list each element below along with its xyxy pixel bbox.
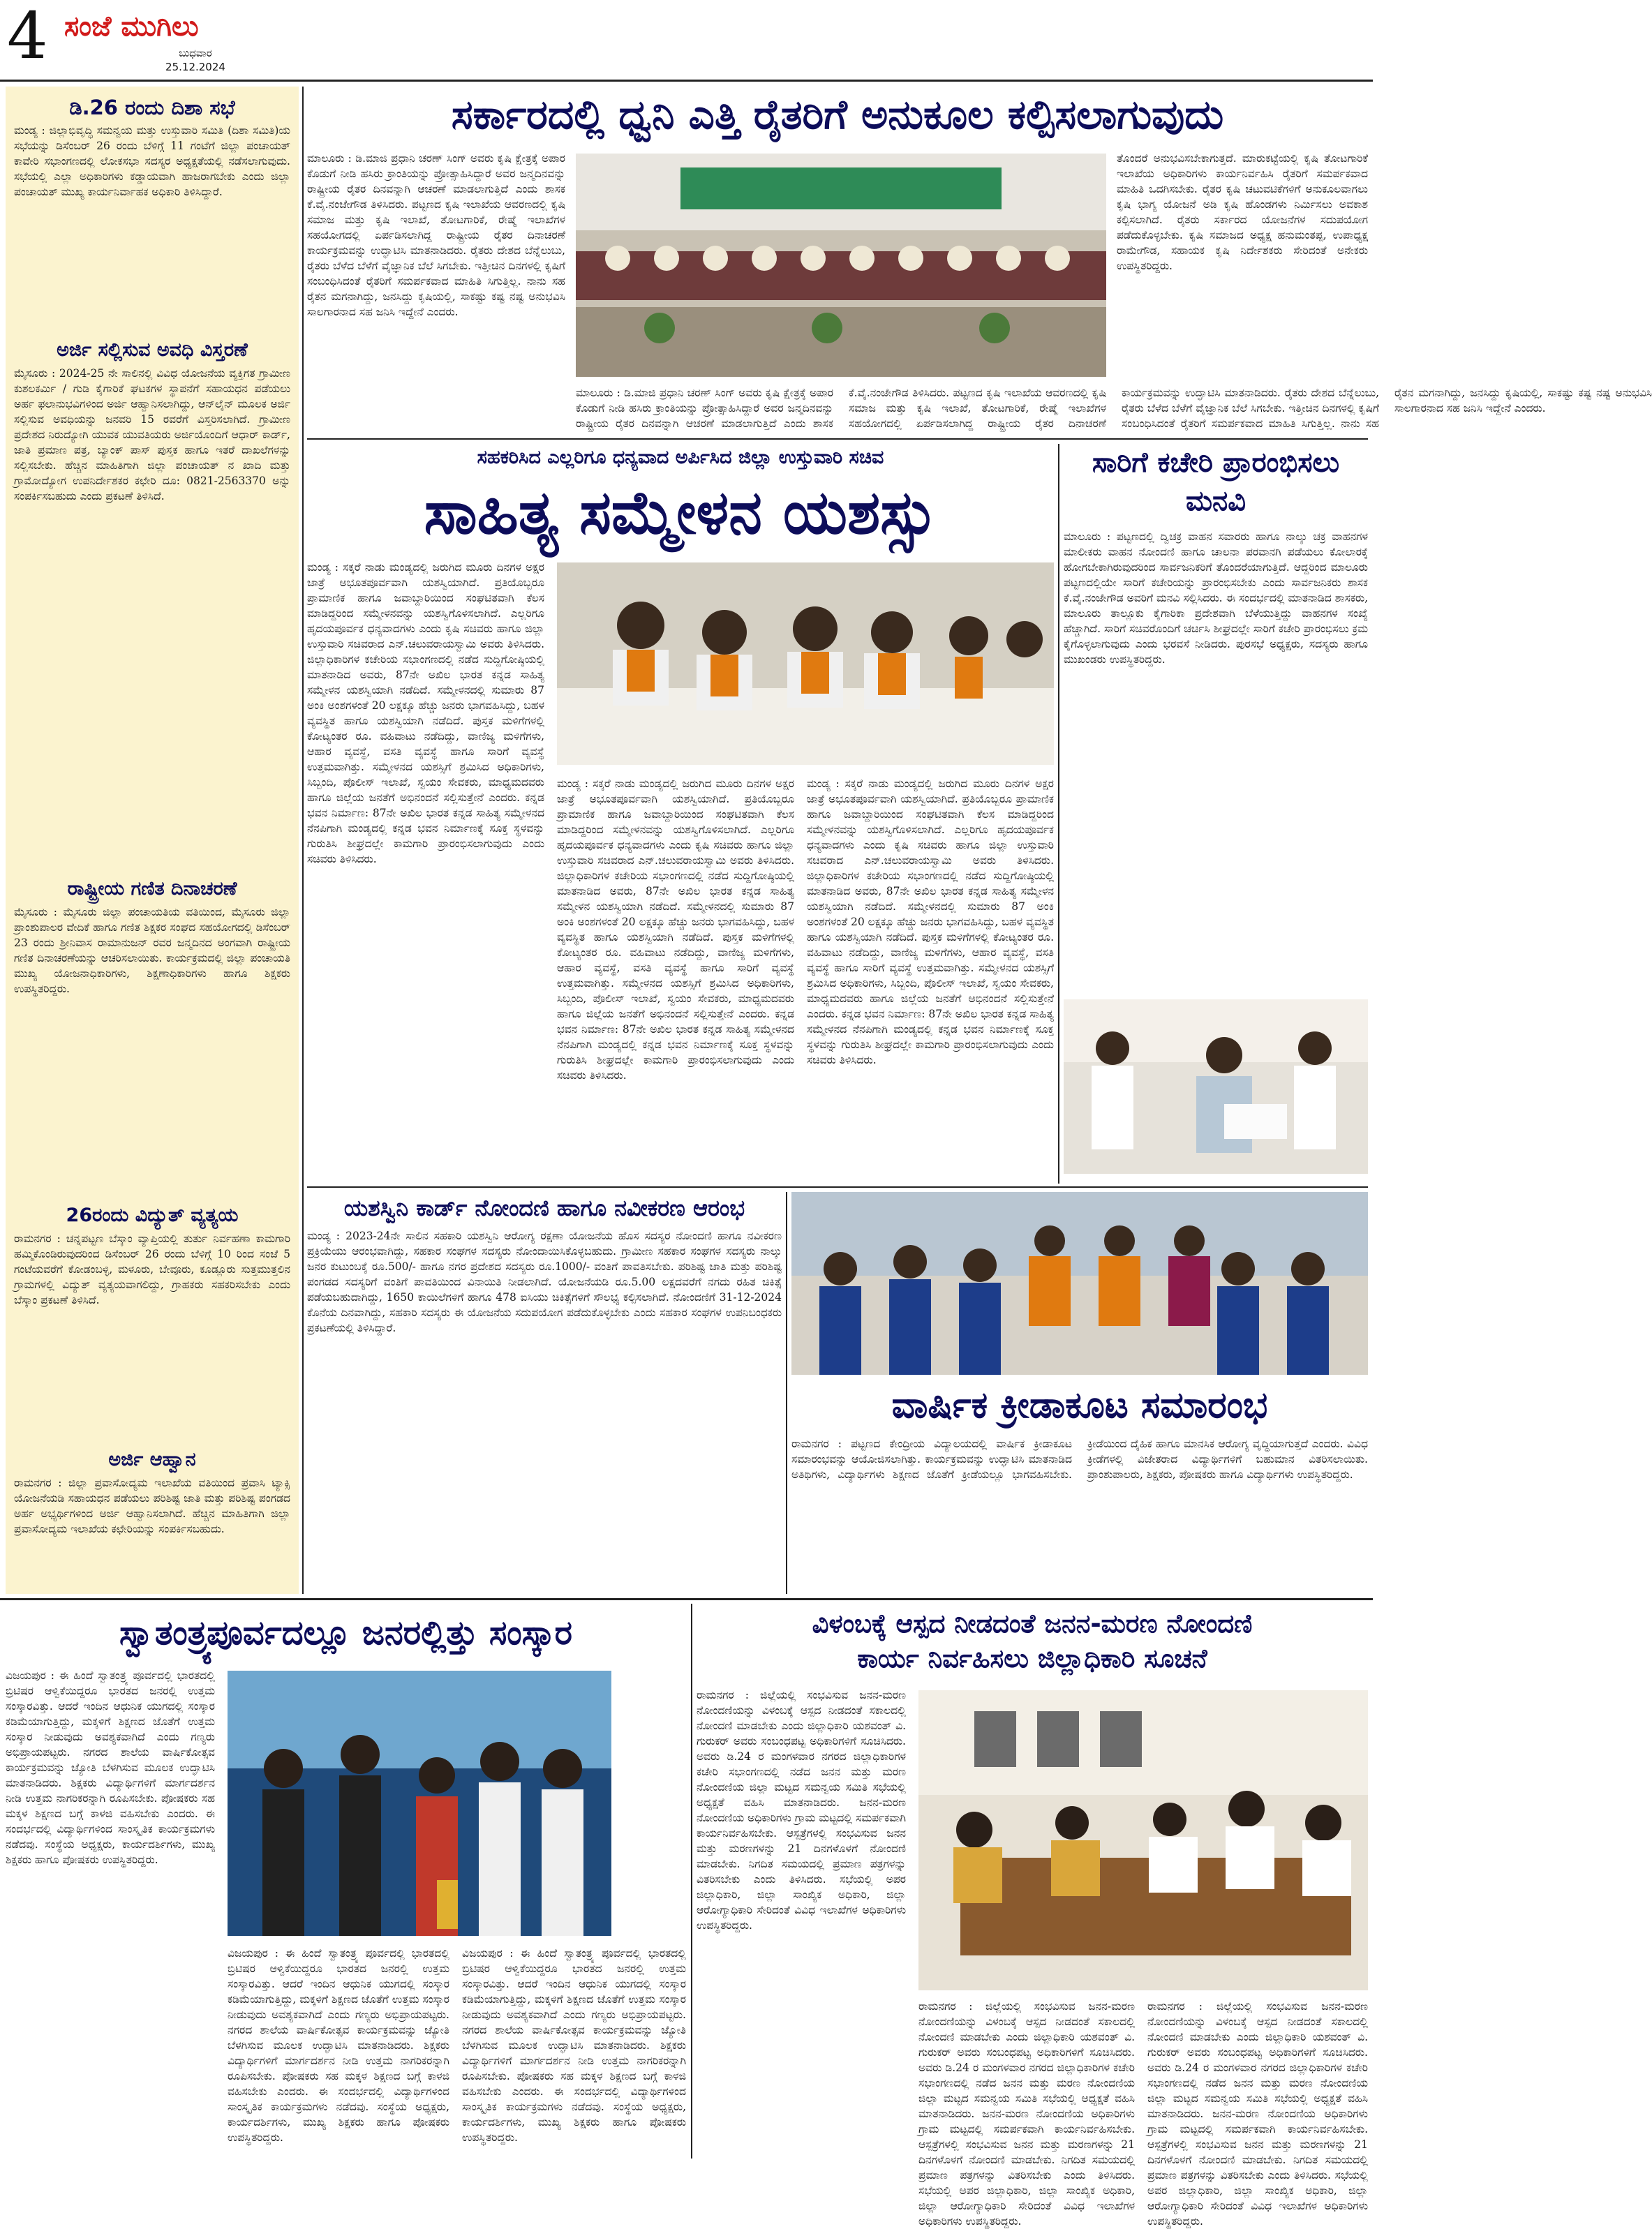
- sahitya-press-photo-graphic: [557, 562, 1054, 765]
- article-sanskara-text-col3: ವಿಜಯಪುರ : ಈ ಹಿಂದೆ ಸ್ವಾತಂತ್ರ್ಯ ಪೂರ್ವದಲ್ಲಿ ಭಾರತದಲ್ಲಿ ಬ್ರಿಟಿಷರ ಆಳ್ವಿಕೆಯಿದ್ದರೂ ಭಾರತದ ಜನರಲ್ಲಿ ಉತ್ತಮ ಸಂಸ್ಕಾರವಿತ್ತು. ಆದರೆ ಇಂದಿನ ಆಧುನಿಕ ಯುಗದಲ್ಲಿ ಸಂಸ್ಕಾರ ಕಡಿಮೆಯಾಗುತ್ತಿದ್ದು, ಮಕ್ಕಳಿಗೆ ಶಿಕ್ಷಣದ ಜೊತೆಗೆ ಉತ್ತಮ ಸಂಸ್ಕಾರ ನೀಡುವುದು ಅವಶ್ಯಕವಾಗಿದೆ ಎಂದು ಗಣ್ಯರು ಅಭಿಪ್ರಾಯಪಟ್ಟರು. ನಗರದ ಶಾಲೆಯ ವಾರ್ಷಿಕೋತ್ಸವ ಕಾರ್ಯಕ್ರಮವನ್ನು ಜ್ಯೋತಿ ಬೆಳಗಿಸುವ ಮೂಲಕ ಉದ್ಘಾಟಿಸಿ ಮಾತನಾಡಿದರು. ಶಿಕ್ಷಕರು ವಿದ್ಯಾರ್ಥಿಗಳಿಗೆ ಮಾರ್ಗದರ್ಶನ ನೀಡಿ ಉತ್ತಮ ನಾಗರಿಕರನ್ನಾಗಿ ರೂಪಿಸಬೇಕು. ಪೋಷಕರು ಸಹ ಮಕ್ಕಳ ಶಿಕ್ಷಣದ ಬಗ್ಗೆ ಕಾಳಜಿ ವಹಿಸಬೇಕು ಎಂದರು. ಈ ಸಂದರ್ಭದಲ್ಲಿ ವಿದ್ಯಾರ್ಥಿಗಳಿಂದ ಸಾಂಸ್ಕೃತಿಕ ಕಾರ್ಯಕ್ರಮಗಳು ನಡೆದವು. ಸಂಸ್ಥೆಯ ಅಧ್ಯಕ್ಷರು, ಕಾರ್ಯದರ್ಶಿಗಳು, ಮುಖ್ಯ ಶಿಕ್ಷಕರು ಹಾಗೂ ಪೋಷಕರು ಉಪಸ್ಥಿತರಿದ್ದರು.: [462, 1947, 686, 2144]
- article-sahitya-text-col1: ಮಂಡ್ಯ : ಸಕ್ಕರೆ ನಾಡು ಮಂಡ್ಯದಲ್ಲಿ ಜರುಗಿದ ಮೂರು ದಿನಗಳ ಅಕ್ಷರ ಜಾತ್ರೆ ಅಭೂತಪೂರ್ವವಾಗಿ ಯಶಸ್ವಿಯಾಗಿದೆ. ಪ್ರತಿಯೊಬ್ಬರೂ ಪ್ರಾಮಾಣಿಕ ಹಾಗೂ ಜವಾಬ್ದಾರಿಯಿಂದ ಸಂಘಟಿತವಾಗಿ ಕೆಲಸ ಮಾಡಿದ್ದರಿಂದ ಸಮ್ಮೇಳನವನ್ನು ಯಶಸ್ವಿಗೊಳಿಸಲಾಗಿದೆ. ಎಲ್ಲರಿಗೂ ಹೃದಯಪೂರ್ವಕ ಧನ್ಯವಾದಗಳು ಎಂದು ಕೃಷಿ ಸಚಿವರು ಹಾಗೂ ಜಿಲ್ಲಾ ಉಸ್ತುವಾರಿ ಸಚಿವರಾದ ಎನ್.ಚಲುವರಾಯಸ್ವಾಮಿ ಅವರು ತಿಳಿಸಿದರು. ಜಿಲ್ಲಾಧಿಕಾರಿಗಳ ಕಚೇರಿಯ ಸಭಾಂಗಣದಲ್ಲಿ ನಡೆದ ಸುದ್ದಿಗೋಷ್ಠಿಯಲ್ಲಿ ಮಾತನಾಡಿದ ಅವರು, 87ನೇ ಅಖಿಲ ಭಾರತ ಕನ್ನಡ ಸಾಹಿತ್ಯ ಸಮ್ಮೇಳನ ಯಶಸ್ವಿಯಾಗಿ ನಡೆದಿದೆ. ಸಮ್ಮೇಳನದಲ್ಲಿ ಸುಮಾರು 87 ಅಂಕಿ ಅಂಶಗಳಂತೆ 20 ಲಕ್ಷಕ್ಕೂ ಹೆಚ್ಚು ಜನರು ಭಾಗವಹಿಸಿದ್ದು, ಬಹಳ ವ್ಯವಸ್ಥಿತ ಹಾಗೂ ಯಶಸ್ವಿಯಾಗಿ ನಡೆದಿದೆ. ಪುಸ್ತಕ ಮಳಿಗೆಗಳಲ್ಲಿ ಕೋಟ್ಯಂತರ ರೂ. ವಹಿವಾಟು ನಡೆದಿದ್ದು, ವಾಣಿಜ್ಯ ಮಳಿಗೆಗಳು, ಆಹಾರ ವ್ಯವಸ್ಥೆ, ವಸತಿ ವ್ಯವಸ್ಥೆ ಹಾಗೂ ಸಾರಿಗೆ ವ್ಯವಸ್ಥೆ ಉತ್ತಮವಾಗಿತ್ತು. ಸಮ್ಮೇಳನದ ಯಶಸ್ಸಿಗೆ ಶ್ರಮಿಸಿದ ಅಧಿಕಾರಿಗಳು, ಸಿಬ್ಬಂದಿ, ಪೊಲೀಸ್ ಇಲಾಖೆ, ಸ್ವಯಂ ಸೇವಕರು, ಮಾಧ್ಯಮದವರು ಹಾಗೂ ಜಿಲ್ಲೆಯ ಜನತೆಗೆ ಅಭಿನಂದನೆ ಸಲ್ಲಿಸುತ್ತೇನೆ ಎಂದರು. ಕನ್ನಡ ಭವನ ನಿರ್ಮಾಣ: 87ನೇ ಅಖಿಲ ಭಾರತ ಕನ್ನಡ ಸಾಹಿತ್ಯ ಸಮ್ಮೇಳನದ ನೆನಪಿಗಾಗಿ ಮಂಡ್ಯದಲ್ಲಿ ಕನ್ನಡ ಭವನ ನಿರ್ಮಾಣಕ್ಕೆ ಸೂಕ್ತ ಸ್ಥಳವನ್ನು ಗುರುತಿಸಿ ಶೀಘ್ರದಲ್ಲೇ ಕಾಮಗಾರಿ ಪ್ರಾರಂಭಿಸಲಾಗುವುದು ಎಂದು ಸಚಿವರು ತಿಳಿಸಿದರು.: [307, 561, 544, 865]
- article-sanskara-headline: ಸ್ವಾತಂತ್ರ್ಯಪೂರ್ವದಲ್ಲೂ ಜನರಲ್ಲಿತ್ತು ಸಂಸ್ಕಾರ: [119, 1613, 573, 1653]
- article-sports-text: ರಾಮನಗರ : ಪಟ್ಟಣದ ಕೇಂದ್ರೀಯ ವಿದ್ಯಾಲಯದಲ್ಲಿ ವಾರ್ಷಿಕ ಕ್ರೀಡಾಕೂಟ ಸಮಾರಂಭವನ್ನು ಆಯೋಜಿಸಲಾಗಿತ್ತು. ಕಾರ್ಯಕ್ರಮವನ್ನು ಉದ್ಘಾಟಿಸಿ ಮಾತನಾಡಿದ ಅತಿಥಿಗಳು, ವಿದ್ಯಾರ್ಥಿಗಳು ಶಿಕ್ಷಣದ ಜೊತೆಗೆ ಕ್ರೀಡೆಯಲ್ಲೂ ಭಾಗವಹಿಸಬೇಕು. ಕ್ರೀಡೆಯಿಂದ ದೈಹಿಕ ಹಾಗೂ ಮಾನಸಿಕ ಆರೋಗ್ಯ ವೃದ್ಧಿಯಾಗುತ್ತದೆ ಎಂದರು. ವಿವಿಧ ಕ್ರೀಡೆಗಳಲ್ಲಿ ವಿಜೇತರಾದ ವಿದ್ಯಾರ್ಥಿಗಳಿಗೆ ಬಹುಮಾನ ವಿತರಿಸಲಾಯಿತು. ಪ್ರಾಂಶುಪಾಲರು, ಶಿಕ್ಷಕರು, ಪೋಷಕರು ಹಾಗೂ ವಿದ್ಯಾರ್ಥಿಗಳು ಉಪಸ್ಥಿತರಿದ್ದರು.: [791, 1438, 1368, 1481]
- article-sahitya: [307, 444, 1054, 1184]
- article-sahitya-text-col2: ಮಂಡ್ಯ : ಸಕ್ಕರೆ ನಾಡು ಮಂಡ್ಯದಲ್ಲಿ ಜರುಗಿದ ಮೂರು ದಿನಗಳ ಅಕ್ಷರ ಜಾತ್ರೆ ಅಭೂತಪೂರ್ವವಾಗಿ ಯಶಸ್ವಿಯಾಗಿದೆ. ಪ್ರತಿಯೊಬ್ಬರೂ ಪ್ರಾಮಾಣಿಕ ಹಾಗೂ ಜವಾಬ್ದಾರಿಯಿಂದ ಸಂಘಟಿತವಾಗಿ ಕೆಲಸ ಮಾಡಿದ್ದರಿಂದ ಸಮ್ಮೇಳನವನ್ನು ಯಶಸ್ವಿಗೊಳಿಸಲಾಗಿದೆ. ಎಲ್ಲರಿಗೂ ಹೃದಯಪೂರ್ವಕ ಧನ್ಯವಾದಗಳು ಎಂದು ಕೃಷಿ ಸಚಿವರು ಹಾಗೂ ಜಿಲ್ಲಾ ಉಸ್ತುವಾರಿ ಸಚಿವರಾದ ಎನ್.ಚಲುವರಾಯಸ್ವಾಮಿ ಅವರು ತಿಳಿಸಿದರು. ಜಿಲ್ಲಾಧಿಕಾರಿಗಳ ಕಚೇರಿಯ ಸಭಾಂಗಣದಲ್ಲಿ ನಡೆದ ಸುದ್ದಿಗೋಷ್ಠಿಯಲ್ಲಿ ಮಾತನಾಡಿದ ಅವರು, 87ನೇ ಅಖಿಲ ಭಾರತ ಕನ್ನಡ ಸಾಹಿತ್ಯ ಸಮ್ಮೇಳನ ಯಶಸ್ವಿಯಾಗಿ ನಡೆದಿದೆ. ಸಮ್ಮೇಳನದಲ್ಲಿ ಸುಮಾರು 87 ಅಂಕಿ ಅಂಶಗಳಂತೆ 20 ಲಕ್ಷಕ್ಕೂ ಹೆಚ್ಚು ಜನರು ಭಾಗವಹಿಸಿದ್ದು, ಬಹಳ ವ್ಯವಸ್ಥಿತ ಹಾಗೂ ಯಶಸ್ವಿಯಾಗಿ ನಡೆದಿದೆ. ಪುಸ್ತಕ ಮಳಿಗೆಗಳಲ್ಲಿ ಕೋಟ್ಯಂತರ ರೂ. ವಹಿವಾಟು ನಡೆದಿದ್ದು, ವಾಣಿಜ್ಯ ಮಳಿಗೆಗಳು, ಆಹಾರ ವ್ಯವಸ್ಥೆ, ವಸತಿ ವ್ಯವಸ್ಥೆ ಹಾಗೂ ಸಾರಿಗೆ ವ್ಯವಸ್ಥೆ ಉತ್ತಮವಾಗಿತ್ತು. ಸಮ್ಮೇಳನದ ಯಶಸ್ಸಿಗೆ ಶ್ರಮಿಸಿದ ಅಧಿಕಾರಿಗಳು, ಸಿಬ್ಬಂದಿ, ಪೊಲೀಸ್ ಇಲಾಖೆ, ಸ್ವಯಂ ಸೇವಕರು, ಮಾಧ್ಯಮದವರು ಹಾಗೂ ಜಿಲ್ಲೆಯ ಜನತೆಗೆ ಅಭಿನಂದನೆ ಸಲ್ಲಿಸುತ್ತೇನೆ ಎಂದರು. ಕನ್ನಡ ಭವನ ನಿರ್ಮಾಣ: 87ನೇ ಅಖಿಲ ಭಾರತ ಕನ್ನಡ ಸಾಹಿತ್ಯ ಸಮ್ಮೇಳನದ ನೆನಪಿಗಾಗಿ ಮಂಡ್ಯದಲ್ಲಿ ಕನ್ನಡ ಭವನ ನಿರ್ಮಾಣಕ್ಕೆ ಸೂಕ್ತ ಸ್ಥಳವನ್ನು ಗುರುತಿಸಿ ಶೀಘ್ರದಲ್ಲೇ ಕಾಮಗಾರಿ ಪ್ರಾರಂಭಿಸಲಾಗುವುದು ಎಂದು ಸಚಿವರು ತಿಳಿಸಿದರು.: [557, 777, 794, 1082]
- article-birth-death-headline-1: ವಿಳಂಬಕ್ಕೆ ಆಸ್ಪದ ನೀಡದಂತೆ ಜನನ-ಮರಣ ನೋಂದಣಿ: [812, 1609, 1253, 1639]
- article-yashasvini-divider: [786, 1192, 787, 1594]
- article-sahitya-rule: [307, 1186, 1368, 1188]
- sanskara-event-photo-graphic: [228, 1671, 611, 1936]
- article-birth-death-text-col1: ರಾಮನಗರ : ಜಿಲ್ಲೆಯಲ್ಲಿ ಸಂಭವಿಸುವ ಜನನ-ಮರಣ ನೋಂದಣಿಯನ್ನು ವಿಳಂಬಕ್ಕೆ ಆಸ್ಪದ ನೀಡದಂತೆ ಸಕಾಲದಲ್ಲಿ ನೋಂದಣಿ ಮಾಡಬೇಕು ಎಂದು ಜಿಲ್ಲಾಧಿಕಾರಿ ಯಶವಂತ್ ವಿ. ಗುರುಕರ್ ಅವರು ಸಂಬಂಧಪಟ್ಟ ಅಧಿಕಾರಿಗಳಿಗೆ ಸೂಚಿಸಿದರು. ಅವರು ಡಿ.24 ರ ಮಂಗಳವಾರ ನಗರದ ಜಿಲ್ಲಾಧಿಕಾರಿಗಳ ಕಚೇರಿ ಸಭಾಂಗಣದಲ್ಲಿ ನಡೆದ ಜನನ ಮತ್ತು ಮರಣ ನೋಂದಣಿಯ ಜಿಲ್ಲಾ ಮಟ್ಟದ ಸಮನ್ವಯ ಸಮಿತಿ ಸಭೆಯಲ್ಲಿ ಅಧ್ಯಕ್ಷತೆ ವಹಿಸಿ ಮಾತನಾಡಿದರು. ಜನನ-ಮರಣ ನೋಂದಣಿಯ ಅಧಿಕಾರಿಗಳು ಗ್ರಾಮ ಮಟ್ಟದಲ್ಲಿ ಸಮರ್ಪಕವಾಗಿ ಕಾರ್ಯನಿರ್ವಹಿಸಬೇಕು. ಆಸ್ಪತ್ರೆಗಳಲ್ಲಿ ಸಂಭವಿಸುವ ಜನನ ಮತ್ತು ಮರಣಗಳನ್ನು 21 ದಿನಗಳೊಳಗೆ ನೋಂದಣಿ ಮಾಡಬೇಕು. ನಿಗದಿತ ಸಮಯದಲ್ಲಿ ಪ್ರಮಾಣ ಪತ್ರಗಳನ್ನು ವಿತರಿಸಬೇಕು ಎಂದು ತಿಳಿಸಿದರು. ಸಭೆಯಲ್ಲಿ ಅಪರ ಜಿಲ್ಲಾಧಿಕಾರಿ, ಜಿಲ್ಲಾ ಸಾಂಖ್ಯಿಕ ಅಧಿಕಾರಿ, ಜಿಲ್ಲಾ ಆರೋಗ್ಯಾಧಿಕಾರಿ ಸೇರಿದಂತೆ ವಿವಿಧ ಇಲಾಖೆಗಳ ಅಧಿಕಾರಿಗಳು ಉಪಸ್ಥಿತರಿದ್ದರು.: [697, 1689, 906, 1932]
- article-sahitya-kicker: ಸಹಕರಿಸಿದ ಎಲ್ಲರಿಗೂ ಧನ್ಯವಾದ ಅರ್ಪಿಸಿದ ಜಿಲ್ಲಾ ಉಸ್ತುವಾರಿ ಸಚಿವ: [477, 447, 884, 468]
- article-farmers-rule: [307, 438, 1368, 440]
- left-text-3: ಮೈಸೂರು : ಮೈಸೂರು ಜಿಲ್ಲಾ ಪಂಚಾಯತಿಯ ವತಿಯಿಂದ, ಮೈಸೂರು ಜಿಲ್ಲಾ ಪ್ರಾಂಶುಪಾಲರ ವೇದಿಕೆ ಹಾಗೂ ಗಣಿತ ಶಿಕ್ಷಕರ ಸಂಘದ ಸಹಯೋಗದಲ್ಲಿ ಡಿಸೆಂಬರ್ 23 ರಂದು ಶ್ರೀನಿವಾಸ ರಾಮಾನುಜನ್ ರವರ ಜನ್ಮದಿನದ ಅಂಗವಾಗಿ ರಾಷ್ಟ್ರೀಯ ಗಣಿತ ದಿನಾಚರಣೆಯನ್ನು ಆಚರಿಸಲಾಯಿತು. ಕಾರ್ಯಕ್ರಮದಲ್ಲಿ ಜಿಲ್ಲಾ ಪಂಚಾಯತಿ ಮುಖ್ಯ ಯೋಜನಾಧಿಕಾರಿಗಳು, ಶಿಕ್ಷಣಾಧಿಕಾರಿಗಳು ಹಾಗೂ ಶಿಕ್ಷಕರು ಉಪಸ್ಥಿತರಿದ್ದರು.: [14, 906, 290, 995]
- sports-day-photo: [791, 1192, 1368, 1375]
- masthead-date: 25.12.2024: [165, 61, 225, 73]
- masthead-rule: [0, 80, 1373, 82]
- article-farmers: [307, 87, 1652, 435]
- article-sports-headline: ವಾರ್ಷಿಕ ಕ್ರೀಡಾಕೂಟ ಸಮಾರಂಭ: [891, 1385, 1268, 1426]
- article-transport: [1064, 444, 1368, 1184]
- article-sanskara-text-col2: ವಿಜಯಪುರ : ಈ ಹಿಂದೆ ಸ್ವಾತಂತ್ರ್ಯ ಪೂರ್ವದಲ್ಲಿ ಭಾರತದಲ್ಲಿ ಬ್ರಿಟಿಷರ ಆಳ್ವಿಕೆಯಿದ್ದರೂ ಭಾರತದ ಜನರಲ್ಲಿ ಉತ್ತಮ ಸಂಸ್ಕಾರವಿತ್ತು. ಆದರೆ ಇಂದಿನ ಆಧುನಿಕ ಯುಗದಲ್ಲಿ ಸಂಸ್ಕಾರ ಕಡಿಮೆಯಾಗುತ್ತಿದ್ದು, ಮಕ್ಕಳಿಗೆ ಶಿಕ್ಷಣದ ಜೊತೆಗೆ ಉತ್ತಮ ಸಂಸ್ಕಾರ ನೀಡುವುದು ಅವಶ್ಯಕವಾಗಿದೆ ಎಂದು ಗಣ್ಯರು ಅಭಿಪ್ರಾಯಪಟ್ಟರು. ನಗರದ ಶಾಲೆಯ ವಾರ್ಷಿಕೋತ್ಸವ ಕಾರ್ಯಕ್ರಮವನ್ನು ಜ್ಯೋತಿ ಬೆಳಗಿಸುವ ಮೂಲಕ ಉದ್ಘಾಟಿಸಿ ಮಾತನಾಡಿದರು. ಶಿಕ್ಷಕರು ವಿದ್ಯಾರ್ಥಿಗಳಿಗೆ ಮಾರ್ಗದರ್ಶನ ನೀಡಿ ಉತ್ತಮ ನಾಗರಿಕರನ್ನಾಗಿ ರೂಪಿಸಬೇಕು. ಪೋಷಕರು ಸಹ ಮಕ್ಕಳ ಶಿಕ್ಷಣದ ಬಗ್ಗೆ ಕಾಳಜಿ ವಹಿಸಬೇಕು ಎಂದರು. ಈ ಸಂದರ್ಭದಲ್ಲಿ ವಿದ್ಯಾರ್ಥಿಗಳಿಂದ ಸಾಂಸ್ಕೃತಿಕ ಕಾರ್ಯಕ್ರಮಗಳು ನಡೆದವು. ಸಂಸ್ಥೆಯ ಅಧ್ಯಕ್ಷರು, ಕಾರ್ಯದರ್ಶಿಗಳು, ಮುಖ್ಯ ಶಿಕ್ಷಕರು ಹಾಗೂ ಪೋಷಕರು ಉಪಸ್ಥಿತರಿದ್ದರು.: [228, 1947, 449, 2144]
- left-headline-3: ರಾಷ್ಟ್ರೀಯ ಗಣಿತ ದಿನಾಚರಣೆ: [67, 878, 237, 900]
- transport-petition-photo-graphic: [1064, 999, 1368, 1174]
- left-column: [6, 87, 299, 1594]
- left-column-divider: [302, 87, 304, 1594]
- masthead: [0, 0, 1373, 78]
- left-text-5: ರಾಮನಗರ : ಜಿಲ್ಲಾ ಪ್ರವಾಸೋದ್ಯಮ ಇಲಾಖೆಯ ವತಿಯಿಂದ ಪ್ರವಾಸಿ ಟ್ಯಾಕ್ಸಿ ಯೋಜನೆಯಡಿ ಸಹಾಯಧನ ಪಡೆಯಲು ಪರಿಶಿಷ್ಟ ಜಾತಿ ಮತ್ತು ಪರಿಶಿಷ್ಟ ಪಂಗಡದ ಅರ್ಹ ಅಭ್ಯರ್ಥಿಗಳಿಂದ ಅರ್ಜಿ ಆಹ್ವಾನಿಸಲಾಗಿದೆ. ಹೆಚ್ಚಿನ ಮಾಹಿತಿಗಾಗಿ ಜಿಲ್ಲಾ ಪ್ರವಾಸೋದ್ಯಮ ಇಲಾಖೆಯ ಕಛೇರಿಯನ್ನು ಸಂಪರ್ಕಿಸಬಹುದು.: [14, 1477, 290, 1535]
- article-farmers-headline: ಸರ್ಕಾರದಲ್ಲಿ ಧ್ವನಿ ಎತ್ತಿ ರೈತರಿಗೆ ಅನುಕೂಲ ಕಲ್ಪಿಸಲಾಗುವುದು: [451, 91, 1224, 138]
- left-headline-4: 26ರಂದು ವಿದ್ಯುತ್ ವ್ಯತ್ಯಯ: [66, 1205, 239, 1226]
- article-yashasvini-text: ಮಂಡ್ಯ : 2023-24ನೇ ಸಾಲಿನ ಸಹಕಾರಿ ಯಶಸ್ವಿನಿ ಆರೋಗ್ಯ ರಕ್ಷಣಾ ಯೋಜನೆಯ ಹೊಸ ಸದಸ್ಯರ ನೋಂದಣಿ ಹಾಗೂ ನವೀಕರಣ ಪ್ರಕ್ರಿಯೆಯು ಆರಂಭವಾಗಿದ್ದು, ಸಹಕಾರ ಸಂಘಗಳ ಸದಸ್ಯರು ನೋಂದಾಯಿಸಿಕೊಳ್ಳಬಹುದು. ಗ್ರಾಮೀಣ ಸಹಕಾರ ಸಂಘಗಳ ಸದಸ್ಯರು ನಾಲ್ಕು ಜನರ ಕುಟುಂಬಕ್ಕೆ ರೂ.500/- ಹಾಗೂ ನಗರ ಪ್ರದೇಶದ ಸದಸ್ಯರು ರೂ.1000/- ವಂತಿಗೆ ಪಾವತಿಸಬೇಕು. ಪರಿಶಿಷ್ಟ ಜಾತಿ ಮತ್ತು ಪರಿಶಿಷ್ಟ ಪಂಗಡದ ಸದಸ್ಯರಿಗೆ ವಂತಿಗೆ ಪಾವತಿಯಿಂದ ವಿನಾಯಿತಿ ನೀಡಲಾಗಿದೆ. ಯೋಜನೆಯಡಿ ರೂ.5.00 ಲಕ್ಷದವರೆಗೆ ನಗದು ರಹಿತ ಚಿಕಿತ್ಸೆ ಪಡೆಯಬಹುದಾಗಿದ್ದು, 1650 ಕಾಯಿಲೆಗಳಿಗೆ ಹಾಗೂ 478 ಐಸಿಯು ಚಿಕಿತ್ಸೆಗಳಿಗೆ ಸೌಲಭ್ಯ ಕಲ್ಪಿಸಲಾಗಿದೆ. ನೋಂದಣಿಗೆ 31-12-2024 ಕೊನೆಯ ದಿನವಾಗಿದ್ದು, ಸಹಕಾರಿ ಸದಸ್ಯರು ಈ ಯೋಜನೆಯ ಸದುಪಯೋಗ ಪಡೆದುಕೊಳ್ಳಬೇಕು ಎಂದು ಸಹಕಾರ ಸಂಘಗಳ ಉಪನಿಬಂಧಕರು ಪ್ರಕಟಣೆಯಲ್ಲಿ ತಿಳಿಸಿದ್ದಾರೆ.: [307, 1230, 782, 1334]
- sports-day-photo-graphic: [791, 1192, 1368, 1375]
- left-headline-2: ಅರ್ಜಿ ಸಲ್ಲಿಸುವ ಅವಧಿ ವಿಸ್ತರಣೆ: [57, 339, 248, 361]
- article-farmers-text-bottom: ಮಾಲೂರು : ಡಿ.ಮಾಜಿ ಪ್ರಧಾನಿ ಚರಣ್ ಸಿಂಗ್ ಅವರು ಕೃಷಿ ಕ್ಷೇತ್ರಕ್ಕೆ ಅಪಾರ ಕೊಡುಗೆ ನೀಡಿ ಹಸಿರು ಕ್ರಾಂತಿಯನ್ನು ಪ್ರೋತ್ಸಾಹಿಸಿದ್ದಾರೆ ಅವರ ಜನ್ಮದಿನವನ್ನು ರಾಷ್ಟ್ರೀಯ ರೈತರ ದಿನವನ್ನಾಗಿ ಆಚರಣೆ ಮಾಡಲಾಗುತ್ತಿದೆ ಎಂದು ಶಾಸಕ ಕೆ.ವೈ.ನಂಜೇಗೌಡ ತಿಳಿಸಿದರು. ಪಟ್ಟಣದ ಕೃಷಿ ಇಲಾಖೆಯ ಆವರಣದಲ್ಲಿ ಕೃಷಿ ಸಮಾಜ ಮತ್ತು ಕೃಷಿ ಇಲಾಖೆ, ತೋಟಗಾರಿಕೆ, ರೇಷ್ಮೆ ಇಲಾಖೆಗಳ ಸಹಯೋಗದಲ್ಲಿ ಏರ್ಪಡಿಸಲಾಗಿದ್ದ ರಾಷ್ಟ್ರೀಯ ರೈತರ ದಿನಾಚರಣೆ ಕಾರ್ಯಕ್ರಮವನ್ನು ಉದ್ಘಾಟಿಸಿ ಮಾತನಾಡಿದರು. ರೈತರು ದೇಶದ ಬೆನ್ನೆಲುಬು, ರೈತರು ಬೆಳೆದ ಬೆಳೆಗೆ ವೈಜ್ಞಾನಿಕ ಬೆಲೆ ಸಿಗಬೇಕು. ಇತ್ತೀಚಿನ ದಿನಗಳಲ್ಲಿ ಕೃಷಿಗೆ ಸಂಬಂಧಿಸಿದಂತೆ ರೈತರಿಗೆ ಸಮರ್ಪಕವಾದ ಮಾಹಿತಿ ಸಿಗುತ್ತಿಲ್ಲ. ನಾನು ಸಹ ರೈತನ ಮಗನಾಗಿದ್ದು, ಜನಸಿದ್ದು ಕೃಷಿಯಲ್ಲಿ, ಸಾಕಷ್ಟು ಕಷ್ಟ ನಷ್ಟ ಅನುಭವಿಸಿ ಸಾಲಗಾರನಾದ ಸಹ ಜನಿಸಿ ಇದ್ದೇನೆ ಎಂದರು.: [576, 387, 1652, 430]
- article-sanskara: [6, 1604, 686, 2159]
- farmers-day-photo: [576, 154, 1106, 377]
- article-birth-death-text-col2: ರಾಮನಗರ : ಜಿಲ್ಲೆಯಲ್ಲಿ ಸಂಭವಿಸುವ ಜನನ-ಮರಣ ನೋಂದಣಿಯನ್ನು ವಿಳಂಬಕ್ಕೆ ಆಸ್ಪದ ನೀಡದಂತೆ ಸಕಾಲದಲ್ಲಿ ನೋಂದಣಿ ಮಾಡಬೇಕು ಎಂದು ಜಿಲ್ಲಾಧಿಕಾರಿ ಯಶವಂತ್ ವಿ. ಗುರುಕರ್ ಅವರು ಸಂಬಂಧಪಟ್ಟ ಅಧಿಕಾರಿಗಳಿಗೆ ಸೂಚಿಸಿದರು. ಅವರು ಡಿ.24 ರ ಮಂಗಳವಾರ ನಗರದ ಜಿಲ್ಲಾಧಿಕಾರಿಗಳ ಕಚೇರಿ ಸಭಾಂಗಣದಲ್ಲಿ ನಡೆದ ಜನನ ಮತ್ತು ಮರಣ ನೋಂದಣಿಯ ಜಿಲ್ಲಾ ಮಟ್ಟದ ಸಮನ್ವಯ ಸಮಿತಿ ಸಭೆಯಲ್ಲಿ ಅಧ್ಯಕ್ಷತೆ ವಹಿಸಿ ಮಾತನಾಡಿದರು. ಜನನ-ಮರಣ ನೋಂದಣಿಯ ಅಧಿಕಾರಿಗಳು ಗ್ರಾಮ ಮಟ್ಟದಲ್ಲಿ ಸಮರ್ಪಕವಾಗಿ ಕಾರ್ಯನಿರ್ವಹಿಸಬೇಕು. ಆಸ್ಪತ್ರೆಗಳಲ್ಲಿ ಸಂಭವಿಸುವ ಜನನ ಮತ್ತು ಮರಣಗಳನ್ನು 21 ದಿನಗಳೊಳಗೆ ನೋಂದಣಿ ಮಾಡಬೇಕು. ನಿಗದಿತ ಸಮಯದಲ್ಲಿ ಪ್ರಮಾಣ ಪತ್ರಗಳನ್ನು ವಿತರಿಸಬೇಕು ಎಂದು ತಿಳಿಸಿದರು. ಸಭೆಯಲ್ಲಿ ಅಪರ ಜಿಲ್ಲಾಧಿಕಾರಿ, ಜಿಲ್ಲಾ ಸಾಂಖ್ಯಿಕ ಅಧಿಕಾರಿ, ಜಿಲ್ಲಾ ಆರೋಗ್ಯಾಧಿಕಾರಿ ಸೇರಿದಂತೆ ವಿವಿಧ ಇಲಾಖೆಗಳ ಅಧಿಕಾರಿಗಳು ಉಪಸ್ಥಿತರಿದ್ದರು.: [918, 2000, 1135, 2228]
- masthead-title: ಸಂಜೆ ಮುಗಿಲು: [64, 10, 199, 43]
- masthead-day: ಬುಧವಾರ: [179, 47, 212, 59]
- left-text-4: ರಾಮನಗರ : ಚನ್ನಪಟ್ಟಣ ಬೆಸ್ಕಾಂ ವ್ಯಾಪ್ತಿಯಲ್ಲಿ ತುರ್ತು ನಿರ್ವಹಣಾ ಕಾಮಗಾರಿ ಹಮ್ಮಿಕೊಂಡಿರುವುದರಿಂದ ಡಿಸೆಂಬರ್ 26 ರಂದು ಬೆಳಿಗ್ಗೆ 10 ರಿಂದ ಸಂಜೆ 5 ಗಂಟೆಯವರೆಗೆ ಕೋಡಂಬಳ್ಳಿ, ಮಳೂರು, ಬೇವೂರು, ಕೂಡ್ಲೂರು ಸುತ್ತಮುತ್ತಲಿನ ಗ್ರಾಮಗಳಲ್ಲಿ ವಿದ್ಯುತ್ ವ್ಯತ್ಯಯವಾಗಲಿದ್ದು, ಗ್ರಾಹಕರು ಸಹಕರಿಸಬೇಕು ಎಂದು ಬೆಸ್ಕಾಂ ಪ್ರಕಟಣೆ ತಿಳಿಸಿದೆ.: [14, 1232, 290, 1306]
- birth-death-meeting-photo: [918, 1690, 1368, 1990]
- article-sahitya-text-col3: ಮಂಡ್ಯ : ಸಕ್ಕರೆ ನಾಡು ಮಂಡ್ಯದಲ್ಲಿ ಜರುಗಿದ ಮೂರು ದಿನಗಳ ಅಕ್ಷರ ಜಾತ್ರೆ ಅಭೂತಪೂರ್ವವಾಗಿ ಯಶಸ್ವಿಯಾಗಿದೆ. ಪ್ರತಿಯೊಬ್ಬರೂ ಪ್ರಾಮಾಣಿಕ ಹಾಗೂ ಜವಾಬ್ದಾರಿಯಿಂದ ಸಂಘಟಿತವಾಗಿ ಕೆಲಸ ಮಾಡಿದ್ದರಿಂದ ಸಮ್ಮೇಳನವನ್ನು ಯಶಸ್ವಿಗೊಳಿಸಲಾಗಿದೆ. ಎಲ್ಲರಿಗೂ ಹೃದಯಪೂರ್ವಕ ಧನ್ಯವಾದಗಳು ಎಂದು ಕೃಷಿ ಸಚಿವರು ಹಾಗೂ ಜಿಲ್ಲಾ ಉಸ್ತುವಾರಿ ಸಚಿವರಾದ ಎನ್.ಚಲುವರಾಯಸ್ವಾಮಿ ಅವರು ತಿಳಿಸಿದರು. ಜಿಲ್ಲಾಧಿಕಾರಿಗಳ ಕಚೇರಿಯ ಸಭಾಂಗಣದಲ್ಲಿ ನಡೆದ ಸುದ್ದಿಗೋಷ್ಠಿಯಲ್ಲಿ ಮಾತನಾಡಿದ ಅವರು, 87ನೇ ಅಖಿಲ ಭಾರತ ಕನ್ನಡ ಸಾಹಿತ್ಯ ಸಮ್ಮೇಳನ ಯಶಸ್ವಿಯಾಗಿ ನಡೆದಿದೆ. ಸಮ್ಮೇಳನದಲ್ಲಿ ಸುಮಾರು 87 ಅಂಕಿ ಅಂಶಗಳಂತೆ 20 ಲಕ್ಷಕ್ಕೂ ಹೆಚ್ಚು ಜನರು ಭಾಗವಹಿಸಿದ್ದು, ಬಹಳ ವ್ಯವಸ್ಥಿತ ಹಾಗೂ ಯಶಸ್ವಿಯಾಗಿ ನಡೆದಿದೆ. ಪುಸ್ತಕ ಮಳಿಗೆಗಳಲ್ಲಿ ಕೋಟ್ಯಂತರ ರೂ. ವಹಿವಾಟು ನಡೆದಿದ್ದು, ವಾಣಿಜ್ಯ ಮಳಿಗೆಗಳು, ಆಹಾರ ವ್ಯವಸ್ಥೆ, ವಸತಿ ವ್ಯವಸ್ಥೆ ಹಾಗೂ ಸಾರಿಗೆ ವ್ಯವಸ್ಥೆ ಉತ್ತಮವಾಗಿತ್ತು. ಸಮ್ಮೇಳನದ ಯಶಸ್ಸಿಗೆ ಶ್ರಮಿಸಿದ ಅಧಿಕಾರಿಗಳು, ಸಿಬ್ಬಂದಿ, ಪೊಲೀಸ್ ಇಲಾಖೆ, ಸ್ವಯಂ ಸೇವಕರು, ಮಾಧ್ಯಮದವರು ಹಾಗೂ ಜಿಲ್ಲೆಯ ಜನತೆಗೆ ಅಭಿನಂದನೆ ಸಲ್ಲಿಸುತ್ತೇನೆ ಎಂದರು. ಕನ್ನಡ ಭವನ ನಿರ್ಮಾಣ: 87ನೇ ಅಖಿಲ ಭಾರತ ಕನ್ನಡ ಸಾಹಿತ್ಯ ಸಮ್ಮೇಳನದ ನೆನಪಿಗಾಗಿ ಮಂಡ್ಯದಲ್ಲಿ ಕನ್ನಡ ಭವನ ನಿರ್ಮಾಣಕ್ಕೆ ಸೂಕ್ತ ಸ್ಥಳವನ್ನು ಗುರುತಿಸಿ ಶೀಘ್ರದಲ್ಲೇ ಕಾಮಗಾರಿ ಪ್ರಾರಂಭಿಸಲಾಗುವುದು ಎಂದು ಸಚಿವರು ತಿಳಿಸಿದರು.: [807, 777, 1054, 1066]
- sanskara-event-photo: [228, 1671, 611, 1936]
- article-yashasvini: [307, 1192, 782, 1594]
- sahitya-press-photo: [557, 562, 1054, 765]
- article-yashasvini-headline: ಯಶಸ್ವಿನಿ ಕಾರ್ಡ್ ನೋಂದಣಿ ಹಾಗೂ ನವೀಕರಣ ಆರಂಭ: [343, 1195, 745, 1221]
- article-birth-death-headline-2: ಕಾರ್ಯ ನಿರ್ವಹಿಸಲು ಜಿಲ್ಲಾಧಿಕಾರಿ ಸೂಚನೆ: [857, 1643, 1207, 1673]
- left-headline-5: ಅರ್ಜಿ ಆಹ್ವಾನ: [108, 1449, 196, 1470]
- article-sahitya-divider: [1058, 444, 1059, 1184]
- article-birth-death: [697, 1604, 1368, 2228]
- article-transport-text: ಮಾಲೂರು : ಪಟ್ಟಣದಲ್ಲಿ ದ್ವಿಚಕ್ರ ವಾಹನ ಸವಾರರು ಹಾಗೂ ನಾಲ್ಕು ಚಕ್ರ ವಾಹನಗಳ ಮಾಲೀಕರು ವಾಹನ ನೋಂದಣಿ ಹಾಗೂ ಚಾಲನಾ ಪರವಾನಗಿ ಪಡೆಯಲು ಕೋಲಾರಕ್ಕೆ ಹೋಗಬೇಕಾಗಿರುವುದರಿಂದ ಸಾರ್ವಜನಿಕರಿಗೆ ತೊಂದರೆಯಾಗುತ್ತಿದೆ. ಆದ್ದರಿಂದ ಮಾಲೂರು ಪಟ್ಟಣದಲ್ಲಿಯೇ ಸಾರಿಗೆ ಕಚೇರಿಯನ್ನು ಪ್ರಾರಂಭಿಸಬೇಕು ಎಂದು ಸಾರ್ವಜನಿಕರು ಶಾಸಕ ಕೆ.ವೈ.ನಂಜೇಗೌಡ ಅವರಿಗೆ ಮನವಿ ಸಲ್ಲಿಸಿದರು. ಈ ಸಂದರ್ಭದಲ್ಲಿ ಮಾತನಾಡಿದ ಶಾಸಕರು, ಮಾಲೂರು ತಾಲ್ಲೂಕು ಕೈಗಾರಿಕಾ ಪ್ರದೇಶವಾಗಿ ಬೆಳೆಯುತ್ತಿದ್ದು ವಾಹನಗಳ ಸಂಖ್ಯೆ ಹೆಚ್ಚಾಗಿದೆ. ಸಾರಿಗೆ ಸಚಿವರೊಂದಿಗೆ ಚರ್ಚಿಸಿ ಶೀಘ್ರದಲ್ಲೇ ಸಾರಿಗೆ ಕಚೇರಿ ಪ್ರಾರಂಭಿಸಲು ಕ್ರಮ ಕೈಗೊಳ್ಳಲಾಗುವುದು ಎಂದು ಭರವಸೆ ನೀಡಿದರು. ಪುರಸಭೆ ಅಧ್ಯಕ್ಷರು, ಸದಸ್ಯರು ಹಾಗೂ ಮುಖಂಡರು ಉಪಸ್ಥಿತರಿದ್ದರು.: [1064, 530, 1368, 666]
- bottom-section-rule: [0, 1598, 1373, 1600]
- left-text-2: ಮೈಸೂರು : 2024-25 ನೇ ಸಾಲಿನಲ್ಲಿ ವಿವಿಧ ಯೋಜನೆಯ ವ್ಯಕ್ತಿಗತ ಗ್ರಾಮೀಣ ಕುಶಲಕರ್ಮಿ / ಗುಡಿ ಕೈಗಾರಿಕೆ ಘಟಕಗಳ ಸ್ಥಾಪನೆಗೆ ಸಹಾಯಧನ ಪಡೆಯಲು ಅರ್ಹ ಫಲಾನುಭವಿಗಳಿಂದ ಅರ್ಜಿ ಆಹ್ವಾನಿಸಲಾಗಿದ್ದು, ಆನ್‌ಲೈನ್ ಮೂಲಕ ಅರ್ಜಿ ಸಲ್ಲಿಸುವ ಅವಧಿಯನ್ನು ಜನವರಿ 15 ರವರೆಗೆ ವಿಸ್ತರಿಸಲಾಗಿದೆ. ಗ್ರಾಮೀಣ ಪ್ರದೇಶದ ನಿರುದ್ಯೋಗಿ ಯುವಕ ಯುವತಿಯರು ಅರ್ಜಿಯೊಂದಿಗೆ ಆಧಾರ್ ಕಾರ್ಡ್, ಜಾತಿ ಪ್ರಮಾಣ ಪತ್ರ, ಬ್ಯಾಂಕ್ ಪಾಸ್ ಪುಸ್ತಕ ಹಾಗೂ ಇತರೆ ದಾಖಲೆಗಳನ್ನು ಸಲ್ಲಿಸಬೇಕು. ಹೆಚ್ಚಿನ ಮಾಹಿತಿಗಾಗಿ ಜಿಲ್ಲಾ ಪಂಚಾಯತ್ ನ ಖಾದಿ ಮತ್ತು ಗ್ರಾಮೋದ್ಯೋಗ ಉಪನಿರ್ದೇಶಕರ ಕಛೇರಿ ದೂ: 0821-2563370 ಅನ್ನು ಸಂಪರ್ಕಿಸಬಹುದು ಎಂದು ಪ್ರಕಟಣೆ ತಿಳಿಸಿದೆ.: [14, 367, 290, 502]
- article-farmers-text-right: ತೊಂದರೆ ಅನುಭವಿಸಬೇಕಾಗುತ್ತದೆ. ಮಾರುಕಟ್ಟೆಯಲ್ಲಿ ಕೃಷಿ ತೋಟಗಾರಿಕೆ ಇಲಾಖೆಯ ಅಧಿಕಾರಿಗಳು ಕಾರ್ಯನಿರ್ವಹಿಸಿ ರೈತರಿಗೆ ಸಮರ್ಪಕವಾದ ಮಾಹಿತಿ ಒದಗಿಸಬೇಕು. ರೈತರ ಕೃಷಿ ಚಟುವಟಿಕೆಗಳಿಗೆ ಅನುಕೂಲವಾಗಲು ಕೃಷಿ ಭಾಗ್ಯ ಯೋಜನೆ ಅಡಿ ಕೃಷಿ ಹೊಂಡಗಳು ನಿರ್ಮಿಸಲು ಅವಕಾಶ ಕಲ್ಪಿಸಲಾಗಿದೆ. ರೈತರು ಸರ್ಕಾರದ ಯೋಜನೆಗಳ ಸದುಪಯೋಗ ಪಡೆದುಕೊಳ್ಳಬೇಕು. ಕೃಷಿ ಸಮಾಜದ ಅಧ್ಯಕ್ಷ ಹನುಮಂತಪ್ಪ, ಉಪಾಧ್ಯಕ್ಷ ರಾಮೇಗೌಡ, ಸಹಾಯಕ ಕೃಷಿ ನಿರ್ದೇಶಕರು ಸೇರಿದಂತೆ ಅನೇಕರು ಉಪಸ್ಥಿತರಿದ್ದರು.: [1117, 152, 1368, 272]
- article-birth-death-text-col3: ರಾಮನಗರ : ಜಿಲ್ಲೆಯಲ್ಲಿ ಸಂಭವಿಸುವ ಜನನ-ಮರಣ ನೋಂದಣಿಯನ್ನು ವಿಳಂಬಕ್ಕೆ ಆಸ್ಪದ ನೀಡದಂತೆ ಸಕಾಲದಲ್ಲಿ ನೋಂದಣಿ ಮಾಡಬೇಕು ಎಂದು ಜಿಲ್ಲಾಧಿಕಾರಿ ಯಶವಂತ್ ವಿ. ಗುರುಕರ್ ಅವರು ಸಂಬಂಧಪಟ್ಟ ಅಧಿಕಾರಿಗಳಿಗೆ ಸೂಚಿಸಿದರು. ಅವರು ಡಿ.24 ರ ಮಂಗಳವಾರ ನಗರದ ಜಿಲ್ಲಾಧಿಕಾರಿಗಳ ಕಚೇರಿ ಸಭಾಂಗಣದಲ್ಲಿ ನಡೆದ ಜನನ ಮತ್ತು ಮರಣ ನೋಂದಣಿಯ ಜಿಲ್ಲಾ ಮಟ್ಟದ ಸಮನ್ವಯ ಸಮಿತಿ ಸಭೆಯಲ್ಲಿ ಅಧ್ಯಕ್ಷತೆ ವಹಿಸಿ ಮಾತನಾಡಿದರು. ಜನನ-ಮರಣ ನೋಂದಣಿಯ ಅಧಿಕಾರಿಗಳು ಗ್ರಾಮ ಮಟ್ಟದಲ್ಲಿ ಸಮರ್ಪಕವಾಗಿ ಕಾರ್ಯನಿರ್ವಹಿಸಬೇಕು. ಆಸ್ಪತ್ರೆಗಳಲ್ಲಿ ಸಂಭವಿಸುವ ಜನನ ಮತ್ತು ಮರಣಗಳನ್ನು 21 ದಿನಗಳೊಳಗೆ ನೋಂದಣಿ ಮಾಡಬೇಕು. ನಿಗದಿತ ಸಮಯದಲ್ಲಿ ಪ್ರಮಾಣ ಪತ್ರಗಳನ್ನು ವಿತರಿಸಬೇಕು ಎಂದು ತಿಳಿಸಿದರು. ಸಭೆಯಲ್ಲಿ ಅಪರ ಜಿಲ್ಲಾಧಿಕಾರಿ, ಜಿಲ್ಲಾ ಸಾಂಖ್ಯಿಕ ಅಧಿಕಾರಿ, ಜಿಲ್ಲಾ ಆರೋಗ್ಯಾಧಿಕಾರಿ ಸೇರಿದಂತೆ ವಿವಿಧ ಇಲಾಖೆಗಳ ಅಧಿಕಾರಿಗಳು ಉಪಸ್ಥಿತರಿದ್ದರು.: [1147, 2000, 1368, 2228]
- article-sahitya-headline: ಸಾಹಿತ್ಯ ಸಮ್ಮೇಳನ ಯಶಸ್ಸು: [424, 478, 937, 548]
- page-number: 4: [7, 0, 48, 73]
- article-farmers-text-left: ಮಾಲೂರು : ಡಿ.ಮಾಜಿ ಪ್ರಧಾನಿ ಚರಣ್ ಸಿಂಗ್ ಅವರು ಕೃಷಿ ಕ್ಷೇತ್ರಕ್ಕೆ ಅಪಾರ ಕೊಡುಗೆ ನೀಡಿ ಹಸಿರು ಕ್ರಾಂತಿಯನ್ನು ಪ್ರೋತ್ಸಾಹಿಸಿದ್ದಾರೆ ಅವರ ಜನ್ಮದಿನವನ್ನು ರಾಷ್ಟ್ರೀಯ ರೈತರ ದಿನವನ್ನಾಗಿ ಆಚರಣೆ ಮಾಡಲಾಗುತ್ತಿದೆ ಎಂದು ಶಾಸಕ ಕೆ.ವೈ.ನಂಜೇಗೌಡ ತಿಳಿಸಿದರು. ಪಟ್ಟಣದ ಕೃಷಿ ಇಲಾಖೆಯ ಆವರಣದಲ್ಲಿ ಕೃಷಿ ಸಮಾಜ ಮತ್ತು ಕೃಷಿ ಇಲಾಖೆ, ತೋಟಗಾರಿಕೆ, ರೇಷ್ಮೆ ಇಲಾಖೆಗಳ ಸಹಯೋಗದಲ್ಲಿ ಏರ್ಪಡಿಸಲಾಗಿದ್ದ ರಾಷ್ಟ್ರೀಯ ರೈತರ ದಿನಾಚರಣೆ ಕಾರ್ಯಕ್ರಮವನ್ನು ಉದ್ಘಾಟಿಸಿ ಮಾತನಾಡಿದರು. ರೈತರು ದೇಶದ ಬೆನ್ನೆಲುಬು, ರೈತರು ಬೆಳೆದ ಬೆಳೆಗೆ ವೈಜ್ಞಾನಿಕ ಬೆಲೆ ಸಿಗಬೇಕು. ಇತ್ತೀಚಿನ ದಿನಗಳಲ್ಲಿ ಕೃಷಿಗೆ ಸಂಬಂಧಿಸಿದಂತೆ ರೈತರಿಗೆ ಸಮರ್ಪಕವಾದ ಮಾಹಿತಿ ಸಿಗುತ್ತಿಲ್ಲ. ನಾನು ಸಹ ರೈತನ ಮಗನಾಗಿದ್ದು, ಜನಸಿದ್ದು ಕೃಷಿಯಲ್ಲಿ, ಸಾಕಷ್ಟು ಕಷ್ಟ ನಷ್ಟ ಅನುಭವಿಸಿ ಸಾಲಗಾರನಾದ ಸಹ ಜನಿಸಿ ಇದ್ದೇನೆ ಎಂದರು.: [307, 152, 565, 318]
- farmers-day-photo-graphic: [576, 154, 1106, 377]
- left-text-1: ಮಂಡ್ಯ : ಜಿಲ್ಲಾಭಿವೃದ್ಧಿ ಸಮನ್ವಯ ಮತ್ತು ಉಸ್ತುವಾರಿ ಸಮಿತಿ (ದಿಶಾ ಸಮಿತಿ)ಯ ಸಭೆಯನ್ನು ಡಿಸೆಂಬರ್ 26 ರಂದು ಬೆಳಿಗ್ಗೆ 11 ಗಂಟೆಗೆ ಜಿಲ್ಲಾ ಪಂಚಾಯತ್ ಕಾವೇರಿ ಸಭಾಂಗಣದಲ್ಲಿ ಲೋಕಸಭಾ ಸದಸ್ಯರ ಅಧ್ಯಕ್ಷತೆಯಲ್ಲಿ ನಡೆಸಲಾಗುವುದು. ಸಭೆಯಲ್ಲಿ ಎಲ್ಲಾ ಅಧಿಕಾರಿಗಳು ಕಡ್ಡಾಯವಾಗಿ ಹಾಜರಾಗಬೇಕು ಎಂದು ಜಿಲ್ಲಾ ಪಂಚಾಯತ್ ಮುಖ್ಯ ಕಾರ್ಯನಿರ್ವಾಹಕ ಅಧಿಕಾರಿ ತಿಳಿಸಿದ್ದಾರೆ.: [14, 124, 290, 198]
- left-headline-1: ಡಿ.26 ರಂದು ದಿಶಾ ಸಭೆ: [69, 96, 235, 119]
- birth-death-meeting-photo-graphic: [918, 1690, 1368, 1990]
- article-sanskara-text-col1: ವಿಜಯಪುರ : ಈ ಹಿಂದೆ ಸ್ವಾತಂತ್ರ್ಯ ಪೂರ್ವದಲ್ಲಿ ಭಾರತದಲ್ಲಿ ಬ್ರಿಟಿಷರ ಆಳ್ವಿಕೆಯಿದ್ದರೂ ಭಾರತದ ಜನರಲ್ಲಿ ಉತ್ತಮ ಸಂಸ್ಕಾರವಿತ್ತು. ಆದರೆ ಇಂದಿನ ಆಧುನಿಕ ಯುಗದಲ್ಲಿ ಸಂಸ್ಕಾರ ಕಡಿಮೆಯಾಗುತ್ತಿದ್ದು, ಮಕ್ಕಳಿಗೆ ಶಿಕ್ಷಣದ ಜೊತೆಗೆ ಉತ್ತಮ ಸಂಸ್ಕಾರ ನೀಡುವುದು ಅವಶ್ಯಕವಾಗಿದೆ ಎಂದು ಗಣ್ಯರು ಅಭಿಪ್ರಾಯಪಟ್ಟರು. ನಗರದ ಶಾಲೆಯ ವಾರ್ಷಿಕೋತ್ಸವ ಕಾರ್ಯಕ್ರಮವನ್ನು ಜ್ಯೋತಿ ಬೆಳಗಿಸುವ ಮೂಲಕ ಉದ್ಘಾಟಿಸಿ ಮಾತನಾಡಿದರು. ಶಿಕ್ಷಕರು ವಿದ್ಯಾರ್ಥಿಗಳಿಗೆ ಮಾರ್ಗದರ್ಶನ ನೀಡಿ ಉತ್ತಮ ನಾಗರಿಕರನ್ನಾಗಿ ರೂಪಿಸಬೇಕು. ಪೋಷಕರು ಸಹ ಮಕ್ಕಳ ಶಿಕ್ಷಣದ ಬಗ್ಗೆ ಕಾಳಜಿ ವಹಿಸಬೇಕು ಎಂದರು. ಈ ಸಂದರ್ಭದಲ್ಲಿ ವಿದ್ಯಾರ್ಥಿಗಳಿಂದ ಸಾಂಸ್ಕೃತಿಕ ಕಾರ್ಯಕ್ರಮಗಳು ನಡೆದವು. ಸಂಸ್ಥೆಯ ಅಧ್ಯಕ್ಷರು, ಕಾರ್ಯದರ್ಶಿಗಳು, ಮುಖ್ಯ ಶಿಕ್ಷಕರು ಹಾಗೂ ಪೋಷಕರು ಉಪಸ್ಥಿತರಿದ್ದರು.: [6, 1669, 215, 1866]
- article-transport-headline: ಸಾರಿಗೆ ಕಚೇರಿ ಪ್ರಾರಂಭಿಸಲು ಮನವಿ: [1092, 447, 1340, 517]
- transport-petition-photo: [1064, 999, 1368, 1174]
- article-sports: [791, 1192, 1368, 1594]
- article-sanskara-divider: [691, 1604, 692, 2159]
